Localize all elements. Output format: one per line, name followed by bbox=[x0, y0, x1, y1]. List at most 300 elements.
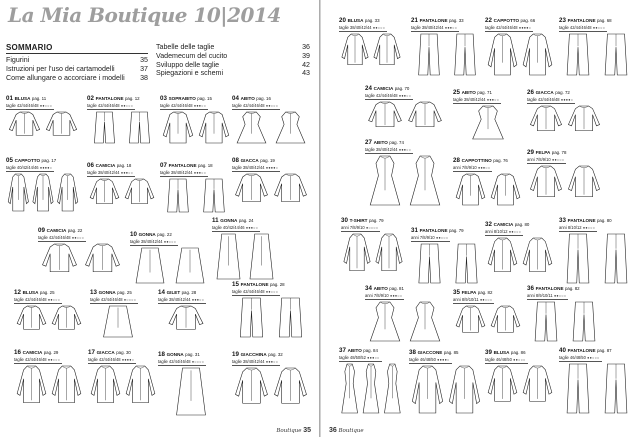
item-header bbox=[158, 290, 196, 296]
garment-sketch bbox=[605, 234, 627, 283]
item-page-ref: pag. 80 bbox=[596, 218, 612, 223]
item-number: 06 bbox=[87, 162, 96, 169]
item-number: 31 bbox=[411, 227, 420, 234]
item-sizes: taglie 42/44/46/48 ●○○○○ bbox=[158, 359, 205, 364]
garment-sketch bbox=[456, 306, 485, 332]
garment-illustration bbox=[365, 154, 445, 208]
garment-sketch bbox=[530, 106, 561, 131]
item-name: PANTALONE bbox=[567, 18, 596, 23]
item-number: 26 bbox=[527, 89, 536, 96]
item-sizes: taglie 42/44/46/48 ●●●○○ bbox=[160, 103, 207, 108]
garment-sketch bbox=[573, 302, 595, 341]
garment-sketch bbox=[488, 34, 517, 75]
item-name: CAMICIA bbox=[373, 86, 394, 91]
item-number: 29 bbox=[527, 149, 536, 156]
item-header bbox=[365, 140, 404, 146]
difficulty-rating: ●●●○○ bbox=[485, 98, 500, 102]
item-name: GIACCHINA bbox=[240, 352, 267, 357]
garment-sketch bbox=[456, 174, 485, 205]
item-header bbox=[559, 18, 612, 24]
item-sizes: anni 7/8/9/10 ●○○○○ bbox=[341, 225, 379, 230]
item-name: GIACCONE bbox=[417, 350, 443, 355]
item-sizes: taglie 38/40/42/44 ●●●○○ bbox=[411, 25, 458, 30]
garment-sketch bbox=[237, 112, 266, 143]
item-name: ABITO bbox=[373, 140, 388, 145]
item-number: 35 bbox=[453, 289, 462, 296]
item-sizes: taglie 42/44/46/48 ●●○○○ bbox=[14, 297, 61, 302]
garment-sketch bbox=[94, 112, 114, 143]
item-header bbox=[485, 18, 535, 24]
garment-sketch bbox=[491, 174, 520, 205]
garment-illustration bbox=[411, 32, 483, 78]
pattern-item-32[interactable] bbox=[485, 222, 555, 288]
pattern-item-17[interactable] bbox=[88, 350, 158, 420]
item-page-ref: pag. 66 bbox=[520, 18, 536, 23]
item-number: 08 bbox=[232, 157, 241, 164]
pattern-item-40[interactable] bbox=[559, 348, 635, 418]
item-page-ref: pag. 70 bbox=[394, 86, 410, 91]
toc-entry[interactable]: Sviluppo delle taglie 42 bbox=[156, 60, 310, 69]
toc-entry[interactable]: Vademecum del cucito 39 bbox=[156, 51, 310, 60]
item-header bbox=[527, 150, 566, 156]
item-number: 21 bbox=[411, 17, 420, 24]
item-sizes: anni 8/9/10/11 ●●○○○ bbox=[453, 297, 493, 302]
garment-sketch bbox=[455, 34, 476, 75]
garment-sketch bbox=[568, 106, 599, 131]
difficulty-rating: ●●○○○ bbox=[550, 158, 565, 162]
item-name: GONNA bbox=[138, 232, 156, 237]
item-page-ref: pag. 15 bbox=[197, 96, 212, 101]
garment-illustration bbox=[232, 296, 310, 340]
item-page-ref: pag. 30 bbox=[116, 350, 131, 355]
item-header bbox=[212, 218, 253, 224]
garment-sketch bbox=[363, 364, 379, 413]
magazine-title: La Mia Boutique 10|2014 bbox=[8, 3, 281, 27]
item-name: PANTALONE bbox=[567, 218, 596, 223]
garment-sketch bbox=[169, 306, 203, 329]
garment-sketch bbox=[419, 34, 440, 75]
garment-sketch bbox=[276, 112, 305, 143]
item-header bbox=[232, 96, 271, 102]
garment-sketch bbox=[176, 248, 204, 283]
pattern-item-07[interactable] bbox=[160, 163, 232, 217]
pattern-item-13[interactable] bbox=[90, 290, 146, 342]
item-sizes: taglie 42/44/46/48 ●●○○○ bbox=[38, 235, 85, 240]
item-name: BLUSA bbox=[14, 96, 31, 101]
difficulty-rating: ●●●○○ bbox=[190, 298, 205, 302]
garment-illustration bbox=[485, 236, 555, 286]
pattern-item-20[interactable] bbox=[339, 18, 403, 80]
item-page-ref: pag. 79 bbox=[368, 218, 384, 223]
garment-sketch bbox=[456, 244, 477, 283]
garment-illustration bbox=[90, 304, 146, 340]
item-header bbox=[485, 350, 526, 356]
item-name: PANTALONE bbox=[419, 228, 448, 233]
item-number: 37 bbox=[339, 347, 348, 354]
garment-sketch bbox=[605, 364, 627, 413]
garment-sketch bbox=[491, 306, 520, 332]
item-header bbox=[90, 290, 132, 296]
item-number: 14 bbox=[158, 289, 167, 296]
difficulty-rating: ●●○○○ bbox=[46, 358, 61, 362]
item-name: ABITO bbox=[240, 96, 255, 101]
item-number: 05 bbox=[6, 157, 15, 164]
toc-entry[interactable]: Figurini 35 bbox=[6, 56, 148, 64]
pattern-item-35[interactable] bbox=[453, 290, 523, 346]
pattern-item-21[interactable] bbox=[411, 18, 483, 80]
item-header bbox=[87, 96, 140, 102]
item-name: CAPPOTTINO bbox=[461, 158, 492, 163]
item-name: ABITO bbox=[347, 348, 362, 353]
item-header bbox=[365, 86, 409, 92]
garment-sketch bbox=[275, 174, 307, 202]
item-sizes: taglie 42/44/46/48 ●●●●○ bbox=[485, 25, 532, 30]
item-sizes: taglie 38/40/42/44 ●●●○○ bbox=[453, 97, 500, 102]
item-sizes: anni 8/9/10/11 ●●○○○ bbox=[527, 293, 567, 298]
pattern-item-27[interactable] bbox=[365, 140, 445, 210]
garment-sketch bbox=[410, 302, 440, 341]
difficulty-rating: ●●●●○ bbox=[120, 358, 135, 362]
difficulty-rating: ●●●○○ bbox=[397, 148, 412, 152]
item-page-ref: pag. 68 bbox=[596, 18, 612, 23]
pattern-item-15[interactable] bbox=[232, 282, 310, 342]
difficulty-rating: ●●●○○ bbox=[119, 171, 134, 175]
item-page-ref: pag. 19 bbox=[260, 158, 275, 163]
item-sizes: taglie 42/44/46/48 ●○○○○ bbox=[90, 297, 137, 302]
toc-entry[interactable]: Come allungare o accorciare i modelli 38 bbox=[6, 73, 148, 82]
item-name: PANTALONE bbox=[535, 286, 564, 291]
item-page-ref: pag. 17 bbox=[41, 158, 57, 163]
difficulty-rating: ●●○○○ bbox=[162, 240, 177, 244]
item-number: 10 bbox=[130, 231, 139, 238]
item-name: PANTALONE bbox=[95, 96, 124, 101]
item-sizes: taglie 38/40/42/44 ●●●○○ bbox=[87, 170, 134, 175]
garment-sketch bbox=[370, 156, 400, 205]
item-number: 03 bbox=[160, 95, 169, 102]
garment-illustration bbox=[453, 104, 523, 142]
item-page-ref: pag. 85 bbox=[443, 350, 459, 355]
garment-illustration bbox=[158, 304, 214, 340]
item-number: 34 bbox=[365, 285, 374, 292]
item-number: 40 bbox=[559, 347, 568, 354]
pattern-item-08[interactable] bbox=[232, 158, 310, 216]
item-name: GONNA bbox=[220, 218, 238, 223]
item-page-ref: pag. 22 bbox=[157, 232, 172, 237]
item-sizes: taglie 38/40/42/44 ●●○○○ bbox=[130, 239, 177, 244]
item-header bbox=[409, 350, 458, 356]
difficulty-rating: ●●○○○ bbox=[264, 290, 279, 294]
pattern-item-19[interactable] bbox=[232, 352, 310, 420]
pattern-item-05[interactable] bbox=[6, 158, 80, 216]
item-header bbox=[6, 158, 56, 164]
garment-sketch bbox=[605, 34, 627, 75]
pattern-item-11[interactable] bbox=[212, 218, 278, 284]
difficulty-rating: ●●●●○ bbox=[517, 26, 532, 30]
item-header bbox=[232, 158, 275, 164]
pattern-item-09[interactable] bbox=[38, 228, 124, 286]
item-number: 22 bbox=[485, 17, 494, 24]
item-sizes: taglie 38/40/42/44 ●●●○○ bbox=[232, 359, 279, 364]
item-page-ref: pag. 25 bbox=[117, 290, 132, 295]
garment-sketch bbox=[91, 366, 120, 403]
difficulty-rating: ●●●●○ bbox=[38, 166, 53, 170]
item-header bbox=[160, 96, 212, 102]
item-header bbox=[38, 228, 82, 234]
right-page bbox=[321, 0, 640, 437]
garment-sketch bbox=[410, 156, 440, 205]
item-page-ref: pag. 33 bbox=[448, 18, 464, 23]
item-header bbox=[453, 158, 508, 164]
garment-illustration bbox=[212, 232, 278, 282]
pattern-item-29[interactable] bbox=[527, 150, 603, 212]
pattern-item-38[interactable] bbox=[409, 350, 483, 418]
garment-illustration bbox=[14, 304, 84, 340]
item-sizes: anni 7/8/9/10 ●●○○○ bbox=[527, 157, 565, 162]
pattern-item-37[interactable] bbox=[339, 348, 403, 418]
item-name: PANTALONE bbox=[419, 18, 448, 23]
garment-illustration bbox=[527, 104, 603, 142]
item-header bbox=[88, 350, 131, 356]
difficulty-rating: ●●○○○ bbox=[70, 236, 85, 240]
difficulty-rating: ●●○○○ bbox=[371, 26, 386, 30]
pattern-item-24[interactable] bbox=[365, 86, 445, 140]
item-sizes: taglie 42/44/46/48 ●●○○○ bbox=[87, 103, 134, 108]
garment-sketch bbox=[567, 234, 589, 283]
garment-sketch bbox=[17, 306, 46, 329]
garment-illustration bbox=[485, 32, 555, 78]
pattern-item-36[interactable] bbox=[527, 286, 603, 346]
item-sizes: taglie 38/40/42/44 ●●●○○ bbox=[160, 170, 207, 175]
item-number: 18 bbox=[158, 351, 167, 358]
item-header bbox=[6, 96, 46, 102]
item-number: 02 bbox=[87, 95, 96, 102]
toc-entry[interactable]: Tabelle delle taglie 36 bbox=[156, 43, 310, 51]
garment-illustration bbox=[341, 232, 405, 286]
pattern-item-30[interactable] bbox=[341, 218, 405, 288]
item-sizes: taglie 46/48/50 ●●○○○ bbox=[559, 355, 600, 360]
item-page-ref: pag. 82 bbox=[477, 290, 493, 295]
difficulty-rating: ●○○○○ bbox=[364, 226, 379, 230]
garment-illustration bbox=[6, 172, 80, 214]
item-sizes: anni 7/8/9/10 ●●○○○ bbox=[411, 235, 449, 240]
garment-sketch bbox=[43, 244, 77, 272]
garment-sketch bbox=[412, 366, 442, 413]
item-name: FELPA bbox=[535, 150, 551, 155]
item-header bbox=[232, 282, 285, 288]
garment-sketch bbox=[217, 234, 240, 279]
item-sizes: anni 7/8/9/10 ●●●○○ bbox=[453, 165, 491, 170]
difficulty-rating: ●●●○○ bbox=[192, 104, 207, 108]
item-page-ref: pag. 16 bbox=[256, 96, 271, 101]
item-page-ref: pag. 28 bbox=[181, 290, 197, 295]
item-name: FELPA bbox=[461, 290, 477, 295]
garment-sketch bbox=[369, 102, 402, 127]
garment-sketch bbox=[409, 102, 442, 127]
garment-sketch bbox=[419, 244, 440, 283]
item-name: CAPPOTTO bbox=[493, 18, 520, 23]
item-header bbox=[453, 90, 492, 96]
item-number: 23 bbox=[559, 17, 568, 24]
item-sizes: anni 7/8/9/10 ●●●○○ bbox=[365, 293, 403, 298]
garment-sketch bbox=[136, 248, 164, 283]
garment-illustration bbox=[409, 364, 483, 416]
pattern-item-14[interactable] bbox=[158, 290, 214, 342]
item-sizes: taglie 48/50/52 ●●●○○ bbox=[339, 355, 380, 360]
item-header bbox=[130, 232, 172, 238]
item-header bbox=[527, 286, 580, 292]
difficulty-rating: ●●○○○ bbox=[434, 236, 449, 240]
difficulty-rating: ●●○○○ bbox=[511, 358, 526, 362]
pattern-item-12[interactable] bbox=[14, 290, 84, 342]
left-page-footer: Boutique 35 bbox=[276, 427, 311, 434]
toc-entry[interactable]: Spiegazioni e schemi 43 bbox=[156, 69, 310, 78]
item-header bbox=[339, 348, 378, 354]
garment-sketch bbox=[52, 306, 81, 329]
item-number: 17 bbox=[88, 349, 97, 356]
item-name: GILET bbox=[166, 290, 181, 295]
pattern-item-18[interactable] bbox=[158, 352, 224, 420]
pattern-item-03[interactable] bbox=[160, 96, 232, 148]
pattern-item-04[interactable] bbox=[232, 96, 310, 148]
item-header bbox=[160, 163, 213, 169]
toc-right-column bbox=[156, 43, 310, 78]
pattern-item-31[interactable] bbox=[411, 228, 485, 288]
difficulty-rating: ●●●○○ bbox=[443, 26, 458, 30]
garment-illustration bbox=[527, 300, 603, 344]
garment-sketch bbox=[384, 364, 400, 413]
garment-illustration bbox=[87, 110, 157, 146]
garment-illustration bbox=[411, 242, 485, 286]
pattern-item-25[interactable] bbox=[453, 90, 523, 144]
item-page-ref: pag. 71 bbox=[477, 90, 492, 95]
garment-sketch bbox=[376, 234, 402, 271]
difficulty-rating: ●●○○○ bbox=[507, 230, 522, 234]
item-page-ref: pag. 81 bbox=[389, 286, 404, 291]
toc-entry[interactable]: Istruzioni per l'uso dei cartamodelli 37 bbox=[6, 64, 148, 73]
garment-sketch bbox=[279, 298, 301, 337]
difficulty-rating: ●●●○○ bbox=[244, 226, 259, 230]
difficulty-rating: ●●○○○ bbox=[581, 226, 596, 230]
item-sizes: taglie 42/44/46/48 ●●●●○ bbox=[88, 357, 135, 362]
difficulty-rating: ●●○○○ bbox=[552, 294, 567, 298]
item-sizes: taglie 42/44/46/48 ●●○○○ bbox=[14, 357, 61, 362]
pattern-item-39[interactable] bbox=[485, 350, 555, 418]
item-number: 39 bbox=[485, 349, 494, 356]
pattern-item-33[interactable] bbox=[559, 218, 635, 288]
item-number: 01 bbox=[6, 95, 15, 102]
item-page-ref: pag. 11 bbox=[31, 96, 47, 101]
pattern-item-10[interactable] bbox=[130, 232, 210, 288]
difficulty-rating: ●●●○○ bbox=[365, 356, 380, 360]
item-page-ref: pag. 22 bbox=[67, 228, 83, 233]
item-header bbox=[527, 90, 570, 96]
difficulty-rating: ●●●●○ bbox=[559, 98, 574, 102]
difficulty-rating: ●●●●○ bbox=[264, 166, 279, 170]
garment-illustration bbox=[453, 304, 523, 344]
item-page-ref: pag. 29 bbox=[43, 350, 59, 355]
garment-sketch bbox=[473, 106, 504, 139]
garment-sketch bbox=[46, 112, 76, 135]
pattern-item-23[interactable] bbox=[559, 18, 635, 80]
item-header bbox=[14, 350, 58, 356]
pattern-item-01[interactable] bbox=[6, 96, 80, 148]
pattern-item-16[interactable] bbox=[14, 350, 84, 420]
item-name: ABITO bbox=[373, 286, 388, 291]
item-page-ref: pag. 80 bbox=[514, 222, 530, 227]
garment-illustration bbox=[559, 232, 635, 286]
item-page-ref: pag. 79 bbox=[448, 228, 464, 233]
item-number: 32 bbox=[485, 221, 494, 228]
item-name: GIACCA bbox=[535, 90, 554, 95]
garment-sketch bbox=[86, 244, 120, 272]
garment-sketch bbox=[535, 302, 557, 341]
item-page-ref: pag. 18 bbox=[116, 163, 132, 168]
item-number: 15 bbox=[232, 281, 241, 288]
garment-illustration bbox=[365, 100, 445, 138]
garment-illustration bbox=[232, 172, 310, 214]
pattern-item-06[interactable] bbox=[87, 163, 157, 217]
item-number: 20 bbox=[339, 17, 348, 24]
item-name: ABITO bbox=[461, 90, 476, 95]
pattern-item-28[interactable] bbox=[453, 158, 523, 210]
garment-sketch bbox=[236, 368, 268, 403]
garment-illustration bbox=[88, 364, 158, 418]
pattern-item-02[interactable] bbox=[87, 96, 157, 148]
left-page bbox=[0, 0, 319, 437]
item-sizes: anni 8/10/12 ●●○○○ bbox=[485, 229, 522, 234]
item-page-ref: pag. 32 bbox=[268, 352, 283, 357]
garment-sketch bbox=[342, 364, 358, 413]
garment-sketch bbox=[342, 34, 368, 65]
item-name: GIACCA bbox=[240, 158, 259, 163]
item-page-ref: pag. 86 bbox=[510, 350, 526, 355]
difficulty-rating: ●●●○○ bbox=[397, 94, 412, 98]
item-header bbox=[411, 18, 464, 24]
garment-sketch bbox=[250, 234, 273, 279]
item-header bbox=[453, 290, 492, 296]
garment-sketch bbox=[530, 166, 561, 197]
item-number: 28 bbox=[453, 157, 462, 164]
item-header bbox=[14, 290, 55, 296]
garment-sketch bbox=[449, 366, 479, 413]
garment-sketch bbox=[240, 298, 262, 337]
difficulty-rating: ●●●○○ bbox=[192, 171, 207, 175]
garment-sketch bbox=[177, 368, 206, 415]
item-page-ref: pag. 24 bbox=[238, 218, 254, 223]
difficulty-rating: ●●○○○ bbox=[38, 104, 53, 108]
garment-sketch bbox=[9, 112, 39, 135]
garment-sketch bbox=[17, 366, 46, 403]
garment-sketch bbox=[58, 174, 78, 211]
item-number: 04 bbox=[232, 95, 241, 102]
right-page-footer: 36 Boutique bbox=[329, 427, 364, 434]
pattern-item-26[interactable] bbox=[527, 90, 603, 144]
item-sizes: anni 8/10/12 ●●○○○ bbox=[559, 225, 596, 230]
item-header bbox=[87, 163, 131, 169]
item-sizes: taglie 38/40/42/44 ●●●○○ bbox=[365, 147, 412, 152]
item-header bbox=[158, 352, 200, 358]
item-sizes: taglie 46/48/50 ●●○○○ bbox=[485, 357, 526, 362]
page-number: 36 bbox=[329, 427, 337, 434]
item-page-ref: pag. 82 bbox=[564, 286, 580, 291]
toc-heading: SOMMARIO bbox=[6, 43, 148, 54]
table-of-contents bbox=[6, 43, 310, 92]
pattern-item-34[interactable] bbox=[365, 286, 445, 346]
pattern-item-22[interactable] bbox=[485, 18, 555, 80]
item-name: GIACCA bbox=[96, 350, 115, 355]
garment-illustration bbox=[160, 110, 232, 146]
item-sizes: taglie 38/40/42/44 ●●●●○ bbox=[232, 165, 279, 170]
